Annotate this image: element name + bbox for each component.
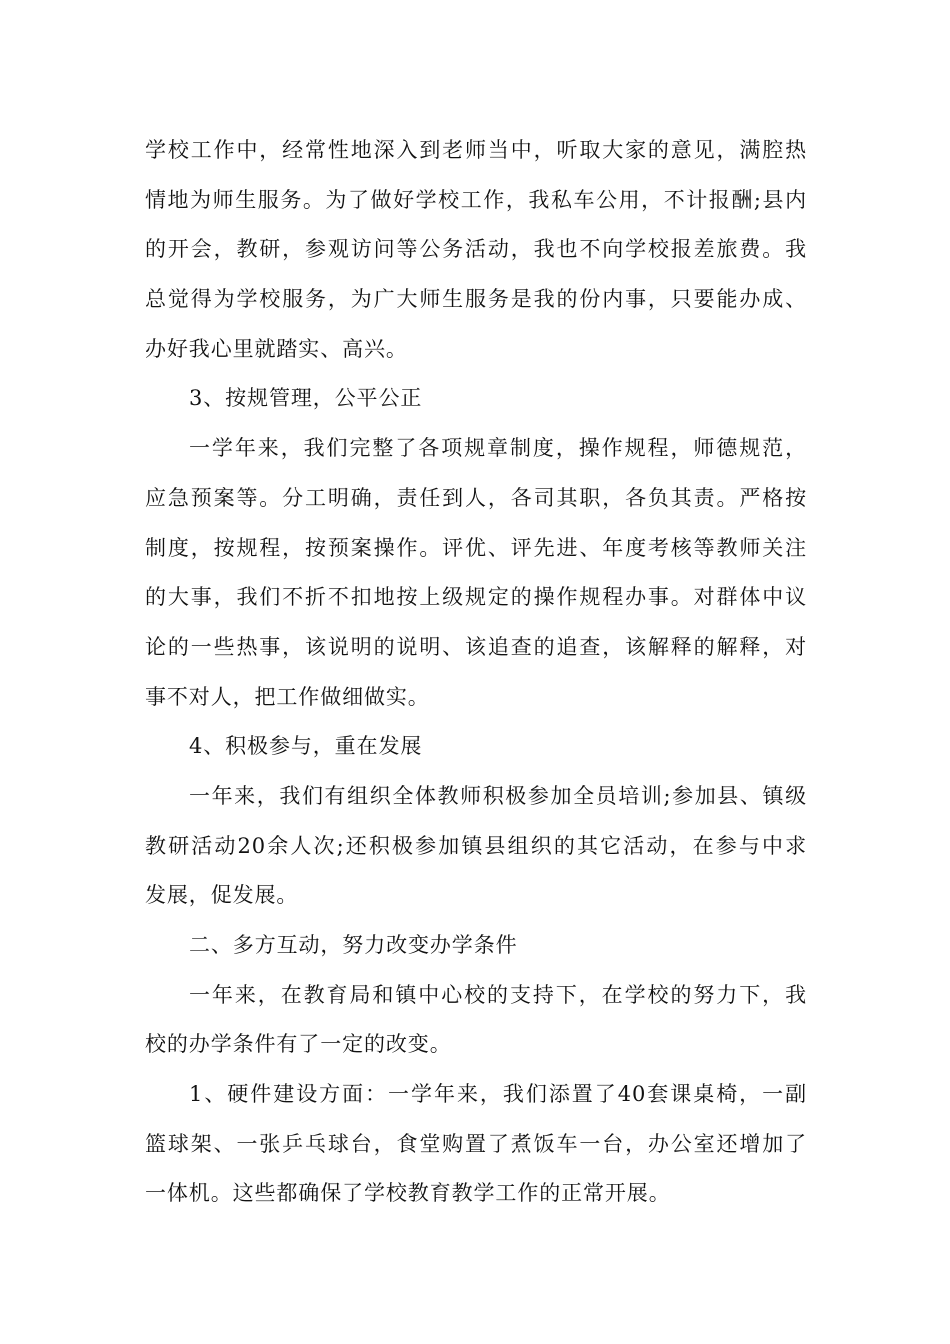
paragraph-line: 一年来，在教育局和镇中心校的支持下，在学校的努力下，我 bbox=[189, 982, 807, 1007]
paragraph-line: 一体机。这些都确保了学校教育教学工作的正常开展。 bbox=[145, 1181, 671, 1206]
section-heading: 3、按规管理，公平公正 bbox=[189, 386, 423, 411]
paragraph-line: 一学年来，我们完整了各项规章制度，操作规程，师德规范， bbox=[189, 436, 807, 461]
paragraph-line: 校的办学条件有了一定的改变。 bbox=[145, 1032, 452, 1057]
paragraph-line: 1、硬件建设方面：一学年来，我们添置了40套课桌椅，一副 bbox=[189, 1082, 807, 1107]
paragraph-line: 论的一些热事，该说明的说明、该追查的追查，该解释的解释，对 bbox=[145, 634, 807, 659]
paragraph-line: 一年来，我们有组织全体教师积极参加全员培训;参加县、镇级 bbox=[189, 783, 807, 808]
paragraph-line: 应急预案等。分工明确，责任到人，各司其职，各负其责。严格按 bbox=[145, 485, 807, 510]
paragraph-line: 总觉得为学校服务，为广大师生服务是我的份内事，只要能办成、 bbox=[145, 287, 807, 312]
paragraph-line: 情地为师生服务。为了做好学校工作，我私车公用，不计报酬;县内 bbox=[145, 187, 807, 212]
paragraph-line: 制度，按规程，按预案操作。评优、评先进、年度考核等教师关注 bbox=[145, 535, 807, 560]
paragraph-line: 的开会，教研，参观访问等公务活动，我也不向学校报差旅费。我 bbox=[145, 237, 807, 262]
section-heading: 二、多方互动，努力改变办学条件 bbox=[189, 933, 518, 957]
paragraph-line: 篮球架、一张乒乓球台，食堂购置了煮饭车一台，办公室还增加了 bbox=[145, 1131, 807, 1156]
paragraph-line: 发展，促发展。 bbox=[145, 883, 299, 908]
paragraph-line: 事不对人，把工作做细做实。 bbox=[145, 684, 430, 709]
section-heading: 4、积极参与，重在发展 bbox=[189, 734, 423, 759]
paragraph-line: 学校工作中，经常性地深入到老师当中，听取大家的意见，满腔热 bbox=[145, 138, 807, 162]
paragraph-line: 办好我心里就踏实、高兴。 bbox=[145, 336, 408, 361]
paragraph-line: 教研活动20余人次;还积极参加镇县组织的其它活动，在参与中求 bbox=[145, 833, 807, 858]
paragraph-line: 的大事，我们不折不扣地按上级规定的操作规程办事。对群体中议 bbox=[145, 585, 807, 610]
document-body bbox=[145, 126, 807, 1219]
